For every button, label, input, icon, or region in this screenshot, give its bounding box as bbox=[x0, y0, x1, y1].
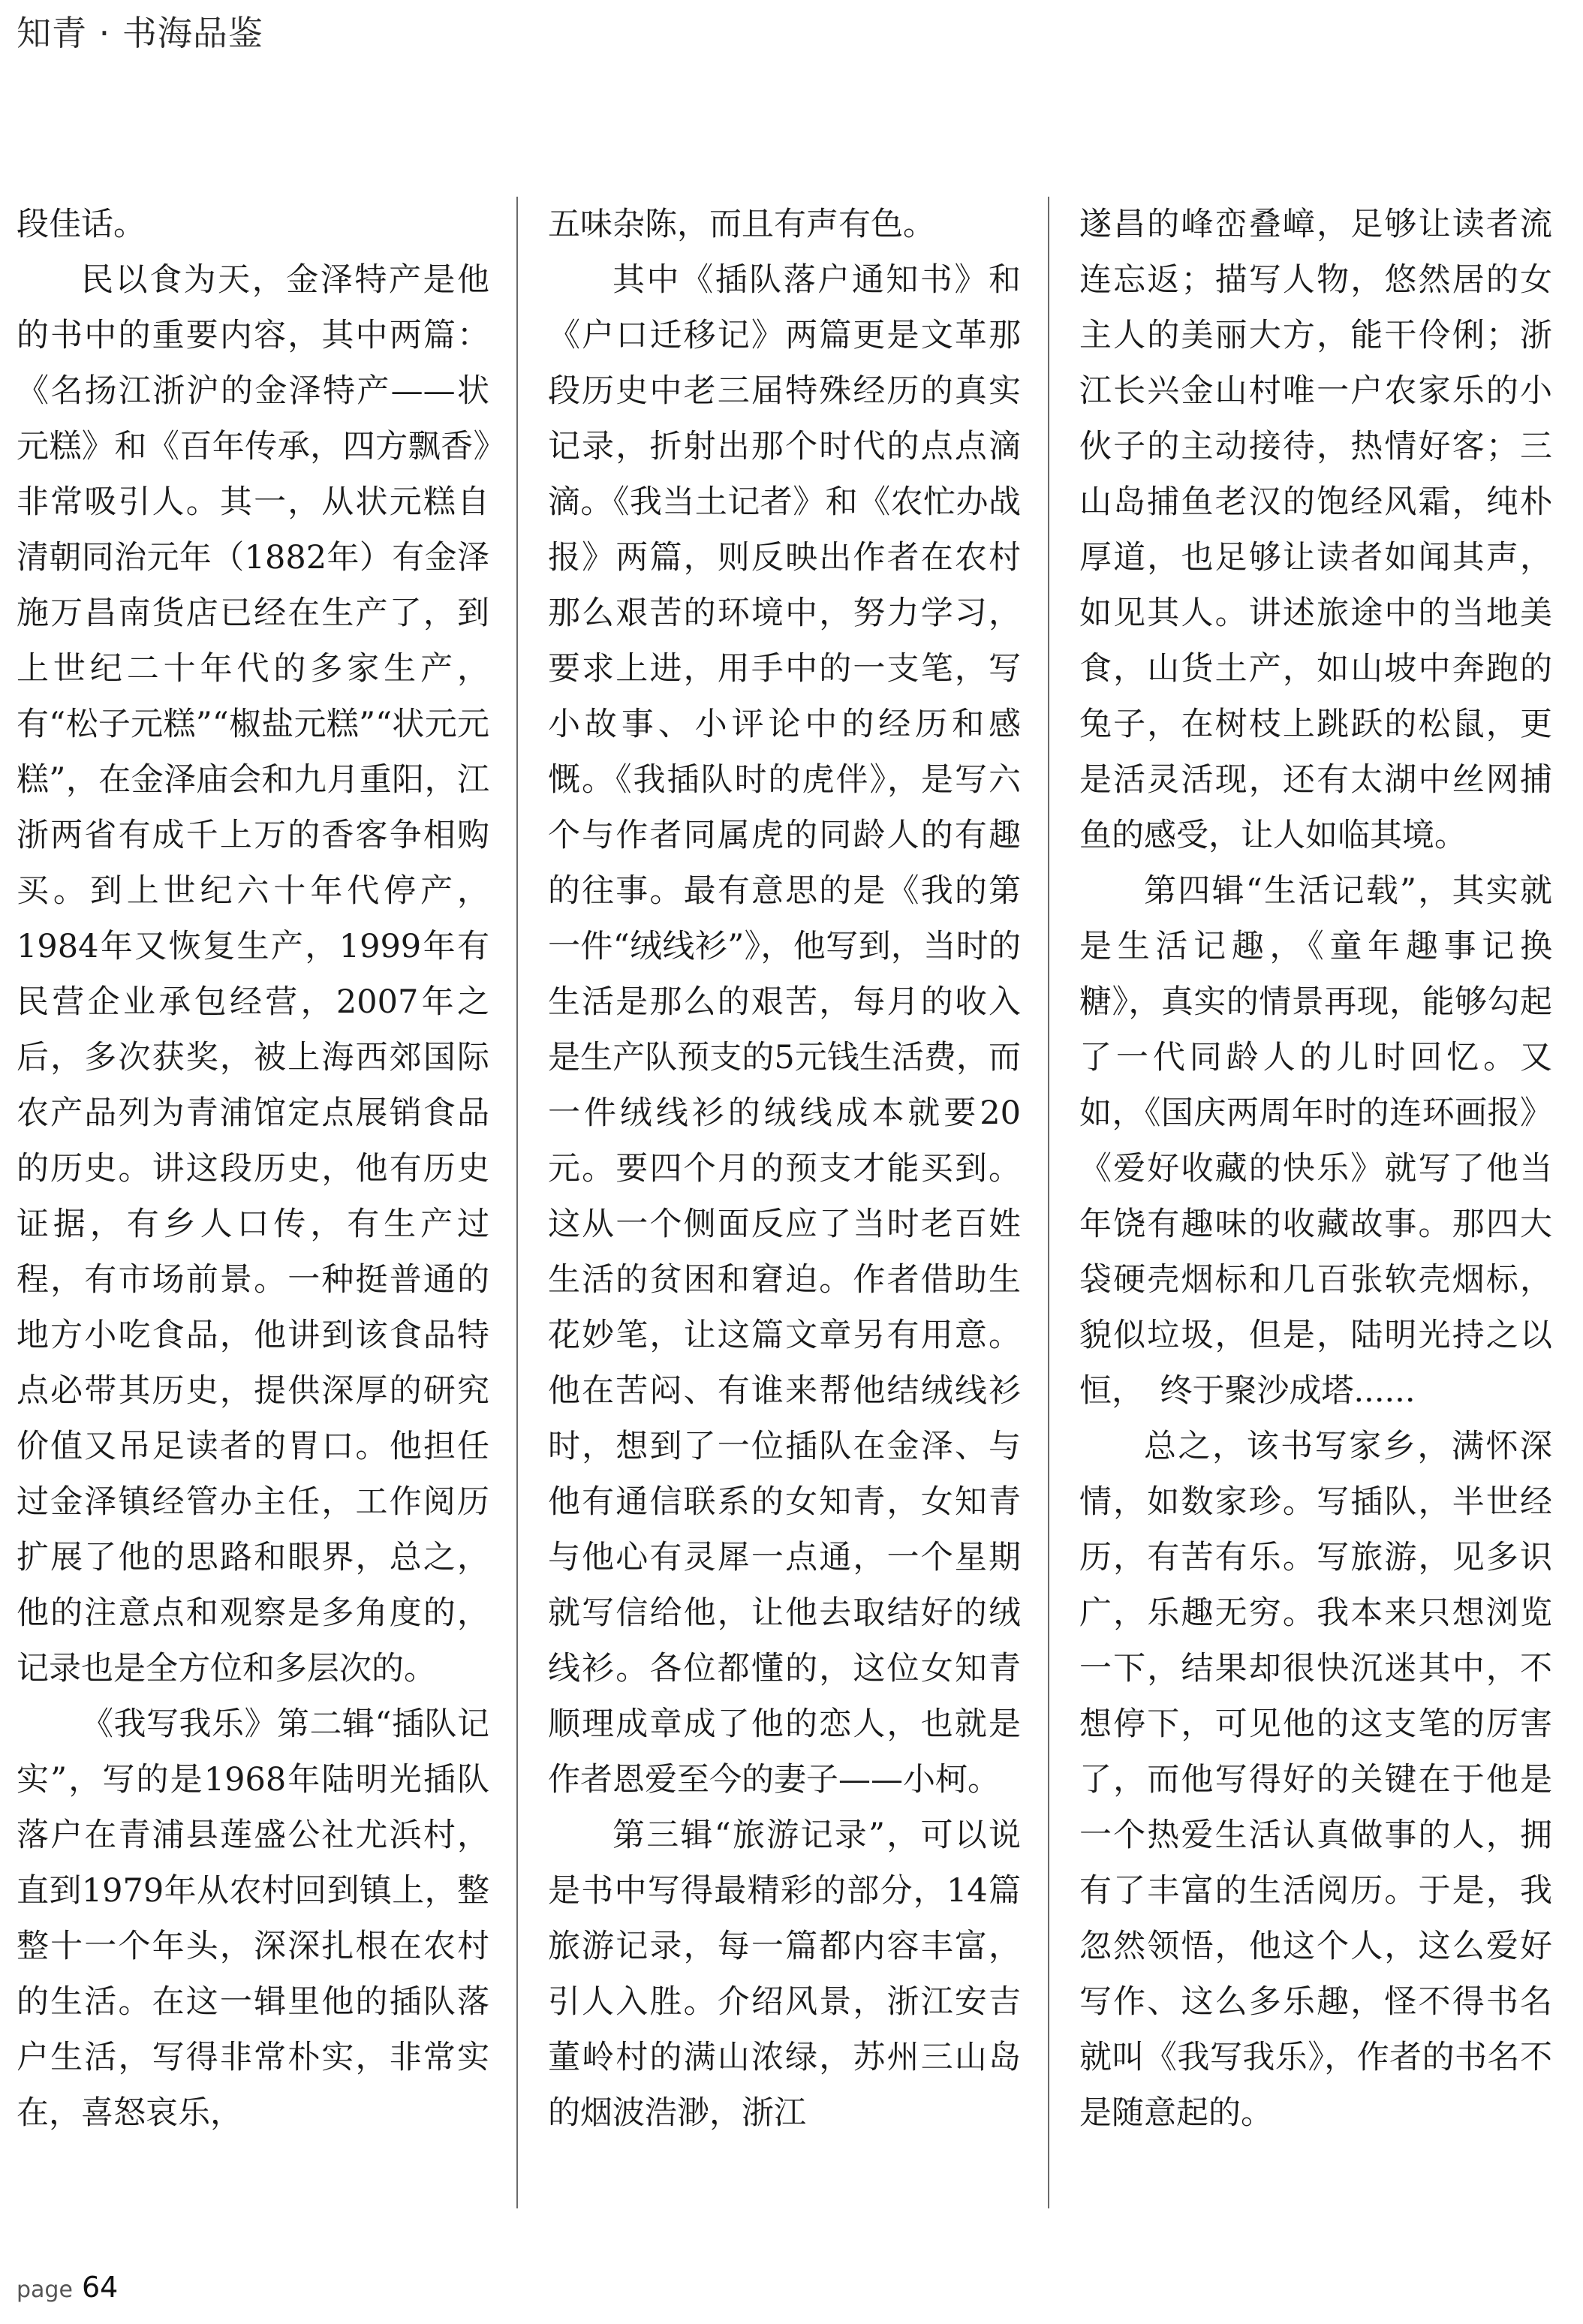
text-column-3 bbox=[1079, 197, 1552, 2141]
paragraph: 第四辑“生活记载”，其实就是生活记趣，《童年趣事记换糖》，真实的情景再现，能够勾起了一代同龄人的儿时回忆。又如，《国庆两周年时的连环画报》《爱好收藏的快乐》就写了他当年饶有趣味的收藏故事。那四大袋硬壳烟标和几百张软壳烟标，貌似垃圾，但是，陆明光持之以恒， 终于聚沙成塔...... bbox=[1079, 872, 1552, 1410]
paragraph: 民以食为天，金泽特产是他的书中的重要内容，其中两篇：《名扬江浙沪的金泽特产——状元糕》和《百年传承，四方飘香》非常吸引人。其一，从状元糕自清朝同治元年（1882年）有金泽施万昌南货店已经在生产了，到上世纪二十年代的多家生产，有“松子元糕”“椒盐元糕”“状元元糕”，在金泽庙会和九月重阳，江浙两省有成千上万的香客争相购买。到上世纪六十年代停产，1984年又恢复生产，1999年有民营企业承包经营，2007年之后，多次获奖，被上海西郊国际农产品列为青浦馆定点展销食品的历史。讲这段历史，他有历史证据，有乡人口传，有生产过程，有市场前景。一种挺普通的地方小吃食品，他讲到该食品特点必带其历史，提供深厚的研究价值又吊足读者的胃口。他担任过金泽镇经管办主任，工作阅历扩展了他的思路和眼界，总之，他的注意点和观察是多角度的，记录也是全方位和多层次的。 bbox=[17, 261, 489, 1687]
paragraph: 段佳话。 bbox=[17, 206, 146, 243]
paragraph: 第三辑“旅游记录”，可以说是书中写得最精彩的部分，14篇旅游记录，每一篇都内容丰富，引人入胜。介绍风景，浙江安吉董岭村的满山浓绿，苏州三山岛的烟波浩渺，浙江 bbox=[548, 1817, 1021, 2132]
page-footer bbox=[17, 2271, 118, 2304]
page-label: page bbox=[17, 2277, 73, 2303]
paragraph: 总之，该书写家乡，满怀深情，如数家珍。写插队，半世经历，有苦有乐。写旅游，见多识广，乐趣无穷。我本来只想浏览一下，结果却很快沉迷其中，不想停下，可见他的这支笔的厉害了，而他写得好的关键在于他是一个热爱生活认真做事的人，拥有了丰富的生活阅历。于是，我忽然领悟，他这个人，这么爱好写作、这么多乐趣，怪不得书名就叫《我写我乐》，作者的书名不是随意起的。 bbox=[1079, 1428, 1552, 2132]
magazine-section-header: 知青 · 书海品鉴 bbox=[17, 13, 263, 53]
paragraph: 《我写我乐》第二辑“插队记实”，写的是1968年陆明光插队落户在青浦县莲盛公社尤浜村，直到1979年从农村回到镇上，整整十一个年头，深深扎根在农村的生活。在这一辑里他的插队落户生活，写得非常朴实，非常实在，喜怒哀乐， bbox=[17, 1705, 489, 2132]
column-divider bbox=[516, 197, 518, 2208]
page-number: 64 bbox=[81, 2271, 119, 2304]
column-divider bbox=[1048, 197, 1049, 2208]
paragraph: 其中《插队落户通知书》和《户口迁移记》两篇更是文革那段历史中老三届特殊经历的真实记录，折射出那个时代的点点滴滴。《我当土记者》和《农忙办战报》两篇，则反映出作者在农村那么艰苦的环境中，努力学习，要求上进，用手中的一支笔，写小故事、小评论中的经历和感慨。《我插队时的虎伴》，是写六个与作者同属虎的同龄人的有趣的往事。最有意思的是《我的第一件“绒线衫”》，他写到，当时的生活是那么的艰苦，每月的收入是生产队预支的5元钱生活费，而一件绒线衫的绒线成本就要20元。要四个月的预支才能买到。这从一个侧面反应了当时老百姓生活的贫困和窘迫。作者借助生花妙笔，让这篇文章另有用意。他在苦闷、有谁来帮他结绒线衫时，想到了一位插队在金泽、与他有通信联系的女知青，女知青与他心有灵犀一点通，一个星期就写信给他，让他去取结好的绒线衫。各位都懂的，这位女知青顺理成章成了他的恋人，也就是作者恩爱至今的妻子——小柯。 bbox=[548, 261, 1021, 1799]
text-column-1 bbox=[17, 197, 489, 2141]
paragraph: 五味杂陈，而且有声有色。 bbox=[548, 206, 935, 243]
paragraph: 遂昌的峰峦叠嶂，足够让读者流连忘返；描写人物，悠然居的女主人的美丽大方，能干伶俐；浙江长兴金山村唯一户农家乐的小伙子的主动接待，热情好客；三山岛捕鱼老汉的饱经风霜，纯朴厚道，也足够让读者如闻其声，如见其人。讲述旅途中的当地美食，山货土产，如山坡中奔跑的兔子，在树枝上跳跃的松鼠，更是活灵活现，还有太湖中丝网捕鱼的感受，让人如临其境。 bbox=[1079, 206, 1552, 854]
text-column-2 bbox=[548, 197, 1021, 2141]
